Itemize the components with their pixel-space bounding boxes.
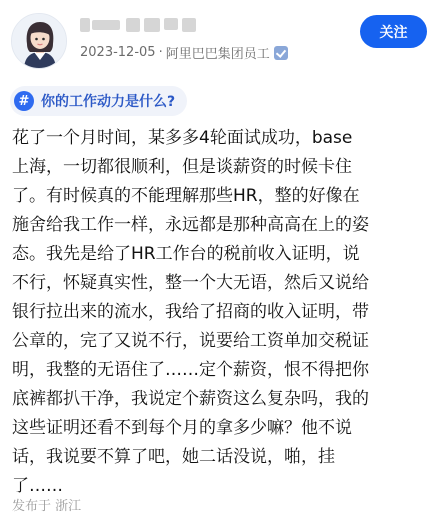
post-text-line: 这些证明还看不到每个月的拿多少嘛？他不说 [12,418,352,438]
post-date: 2023-12-05 [80,45,156,60]
post-header [0,0,435,76]
hashtag-icon: # [14,91,34,111]
post-text-line: 上海，一切都很顺利，但是谈薪资的时候卡住 [12,157,352,177]
post-text-line: 施舍给我工作一样，永远都是那种高高在上的姿 [12,215,369,235]
post-text-line: 明，我整的无语住了……定个薪资，恨不得把你 [12,360,369,380]
author-company: 阿里巴巴集团员工 [165,47,270,62]
post-text-line: 底裤都扒干净，我说定个薪资这么复杂吗，我的 [12,389,369,409]
meta-separator: · [158,45,163,60]
redacted-block [164,18,178,30]
post-text-line: 公章的，完了又说不行，说要给工资单加交税证 [12,331,369,351]
post-location: 发布于 浙江 [12,499,82,514]
post-text-line: 银行拉出来的流水，我给了招商的收入证明，带 [12,302,369,322]
post-text-line: 态。我先是给了HR工作台的税前收入证明，说 [12,244,360,264]
author-name-redacted[interactable] [80,18,200,36]
topic-label: 你的工作动力是什么? [41,94,176,110]
author-avatar[interactable] [11,13,67,69]
post-text-line: 了。有时候真的不能理解那些HR，整的好像在 [12,186,360,206]
verified-check-icon [274,46,288,60]
post-text-line: 不行，怀疑真实性，整一个大无语，然后又说给 [12,273,369,293]
avatar-illustration [12,14,67,69]
post-text-line: 话，我说要不算了吧，她二话没说，啪，挂 [12,447,335,467]
redacted-block [92,20,120,30]
redacted-block [126,18,140,32]
redacted-block [182,18,196,32]
redacted-block [144,18,160,32]
post-content [12,124,428,501]
post-text-line: 了…… [12,476,63,496]
author-meta [80,43,288,62]
post-text-line: 花了一个月时间，某多多4轮面试成功，base [12,128,353,148]
redacted-block [80,18,90,32]
follow-button[interactable]: 关注 [360,15,427,48]
topic-tag[interactable] [10,86,187,116]
